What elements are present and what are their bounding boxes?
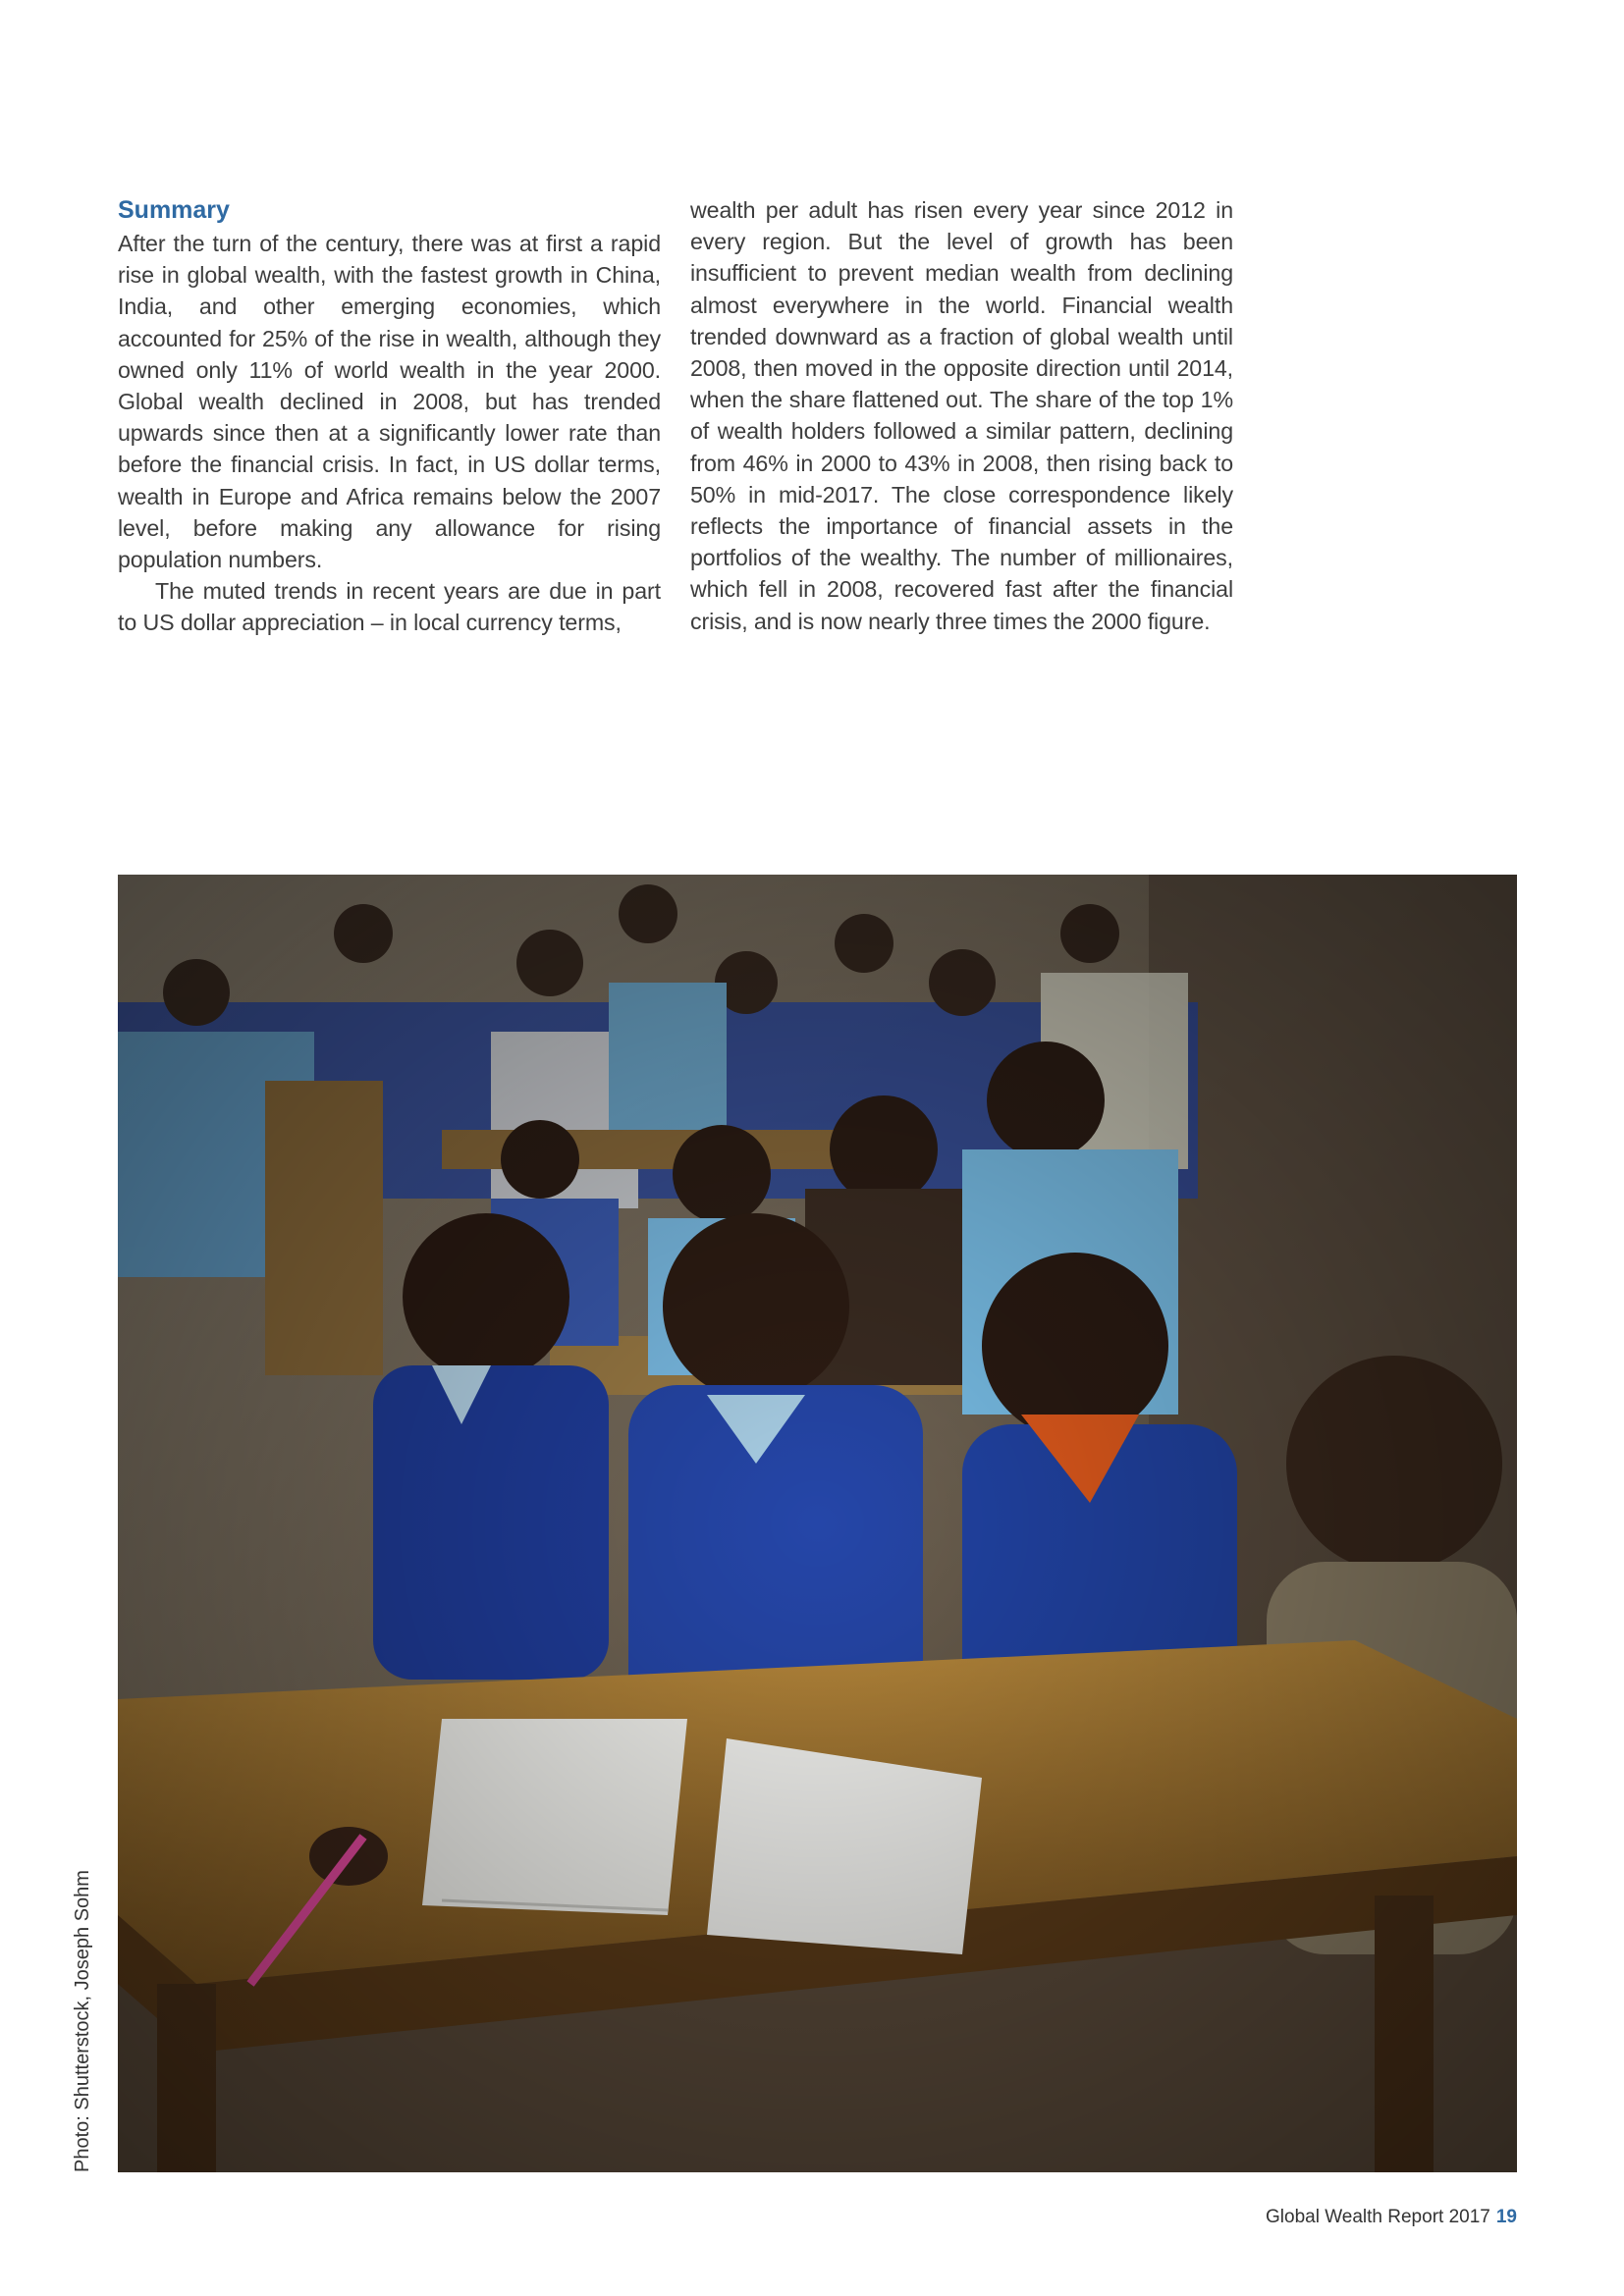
page-number: 19 bbox=[1495, 2207, 1517, 2227]
photo-credit: Photo: Shutterstock, Joseph Sohm bbox=[72, 1870, 93, 2172]
paragraph: wealth per adult has risen every year since 2012 in every region. But the level of growth has been insufficient to prevent median wealth from declining almost everywhere in the world. Financial wealth trended downward as a fraction of global wealth until 2008, then moved in the opposite direction until 2014, when the share flattened out. The share of the top 1% of wealth holders followed a similar pattern, declining from 46% in 2000 to 43% in 2008, then rising back to 50% in mid-2017. The close correspondence likely reflects the importance of financial assets in the portfolios of the wealthy. The number of millionaires, which fell in 2008, recovered fast after the financial crisis, and is now nearly three times the 2000 figure. bbox=[690, 197, 1233, 634]
classroom-photo bbox=[118, 875, 1517, 2172]
page-footer bbox=[1266, 2207, 1517, 2228]
paragraph: The muted trends in recent years are due in part to US dollar appreciation – in local currency terms, bbox=[118, 578, 661, 636]
paragraph: After the turn of the century, there was at first a rapid rise in global wealth, with the fastest growth in China, India, and other emerging economies, which accounted for 25% of the rise in wealth, although they owned only 11% of world wealth in the year 2000. Global wealth declined in 2008, but has trended upwards since then at a significantly lower rate than before the financial crisis. In fact, in US dollar terms, wealth in Europe and Africa remains below the 2007 level, before making any allowance for rising population numbers. bbox=[118, 231, 661, 573]
section-heading: Summary bbox=[118, 196, 230, 224]
text-column-right bbox=[690, 194, 1233, 637]
report-title: Global Wealth Report 2017 bbox=[1266, 2207, 1490, 2227]
text-column-left bbox=[118, 228, 661, 639]
